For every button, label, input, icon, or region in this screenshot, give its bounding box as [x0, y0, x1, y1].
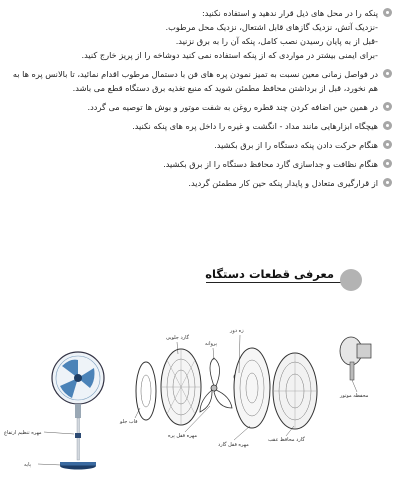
instruction-text: هنگام نظافت و جداسازی گارد محافظ دستگاه را از برق بکشید. [163, 159, 378, 169]
bullet-icon [383, 140, 392, 149]
height-nut-leader [44, 432, 74, 434]
label-guard-nut: مهره قفل گارد [218, 442, 249, 448]
instruction-text: هیچگاه ابزارهایی مانند مداد - انگشت و غیره را داخل پره های پنکه نکنید. [132, 121, 378, 131]
bullet-icon [383, 178, 392, 187]
instruction-item [4, 138, 392, 152]
instruction-subitem: -نزدیک آتش، نزدیک گازهای قابل اشتعال، نزدیک محل مرطوب. [165, 22, 378, 32]
motor-leader [352, 380, 357, 392]
instruction-item [4, 119, 392, 133]
section-header [206, 267, 356, 291]
label-front-ring: قاب جلو [120, 419, 138, 425]
instruction-item [4, 67, 392, 95]
instruction-text: از قرارگیری متعادل و پایدار پنکه حین کار مطمئن گردید. [188, 178, 378, 188]
label-rear-guard: گارد محافظ عقب [268, 437, 305, 443]
bullet-icon [383, 8, 392, 17]
section-title: معرفی قطعات دستگاه [205, 267, 334, 281]
bullet-icon [383, 159, 392, 168]
base-leader [38, 464, 61, 465]
label-height-nut: مهره تنظیم ارتفاع [4, 430, 42, 436]
guard-nut-leader [234, 426, 250, 440]
instruction-subitem: -قبل از به پایان رسیدن نصب کامل، پنکه آن را به برق نزنید. [175, 36, 378, 46]
label-blade: پروانه [205, 341, 218, 347]
front-guard-illustration [161, 349, 201, 425]
instruction-text: هنگام حرکت دادن پنکه دستگاه را از برق بکشید. [214, 140, 378, 150]
instruction-item [4, 6, 392, 62]
parts-figure [0, 300, 400, 487]
label-blade-nut: مهره قفل پره [168, 433, 198, 439]
bullet-icon [383, 121, 392, 130]
instruction-subitem: -برای ایمنی بیشتر در مواردی که از پنکه استفاده نمی کنید دوشاخه را از پریز خارج کنید. [81, 50, 378, 60]
instruction-item [4, 100, 392, 114]
section-underline [206, 282, 356, 283]
instruction-text: پنکه را در محل های ذیل قرار ندهید و استفاده نکنید: [202, 8, 378, 18]
rear-guard-back-illustration [273, 353, 317, 429]
label-motor-cover: محفظه موتور [340, 393, 369, 399]
front-ring-illustration [136, 362, 156, 420]
instruction-list [4, 6, 392, 195]
motor-illustration [340, 337, 371, 380]
instruction-item [4, 157, 392, 171]
blade-illustration [200, 358, 232, 412]
instruction-text: در فواصل زمانی معین نسبت به تمیز نمودن پره های فن با دستمال مرطوب اقدام نمائید، تا بالانس پره ها به هم نخورد، قبل از برداشتن محافظ مطمئن شوید که منبع تغذیه برق دستگاه قطع می باشد. [12, 69, 378, 93]
section-marker-icon [340, 269, 362, 291]
instruction-item [4, 176, 392, 190]
label-front-guard: گارد جلویی [166, 335, 190, 341]
instruction-text: در همین حین اضافه کردن چند قطره روغن به شفت موتور و بوش ها توصیه می گردد. [87, 102, 378, 112]
label-spinner: زه دور [230, 328, 244, 334]
label-base: پایه [24, 462, 31, 468]
standing-fan-illustration [52, 352, 104, 470]
bullet-icon [383, 69, 392, 78]
bullet-icon [383, 102, 392, 111]
